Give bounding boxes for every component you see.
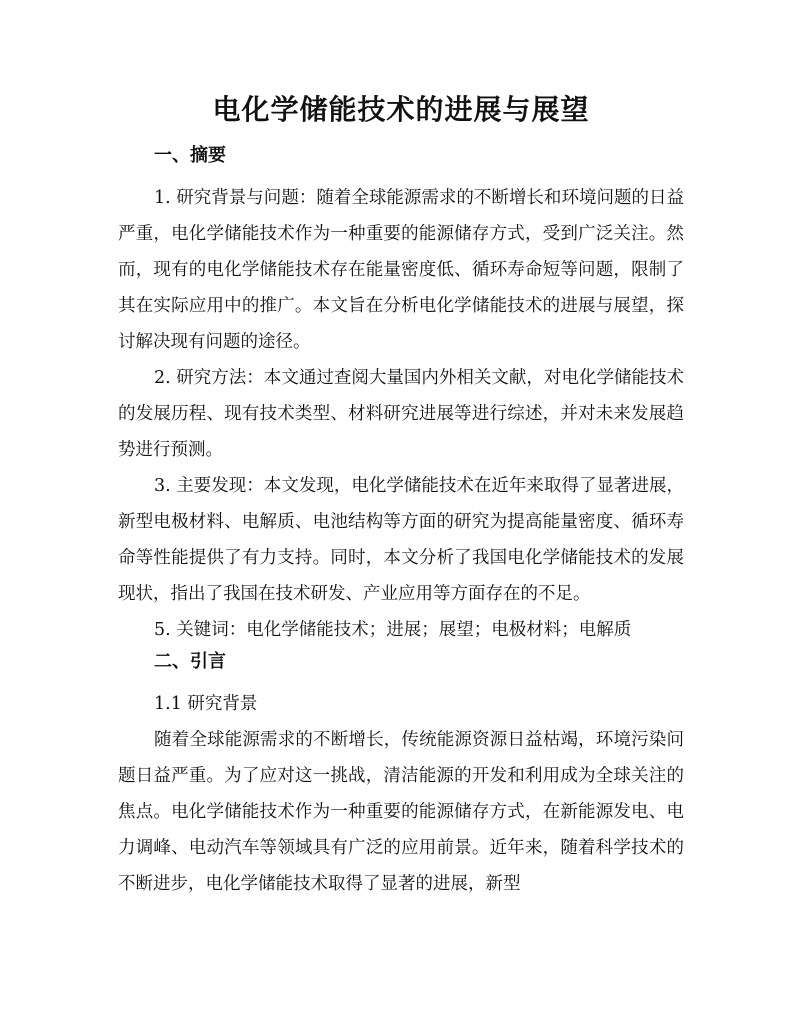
abstract-item-keywords: 5. 关键词：电化学储能技术；进展；展望；电极材料；电解质: [154, 620, 632, 640]
intro-heading: 二、引言: [154, 651, 226, 672]
abstract-item-background: 1. 研究背景与问题：随着全球能源需求的不断增长和环境问题的日益严重，电化学储能技术作为一种重要的能源储存方式，受到广泛关注。然而，现有的电化学储能技术存在能量密度低、循环寿命短等问题，限制了其在实际应用中的推广。本文旨在分析电化学储能技术的进展与展望，探讨解决现有问题的途径。: [118, 188, 684, 352]
intro-subheading: 1.1 研究背景: [154, 694, 258, 714]
abstract-heading: 一、摘要: [154, 145, 226, 166]
abstract-item-method: 2. 研究方法：本文通过查阅大量国内外相关文献，对电化学储能技术的发展历程、现有技术类型、材料研究进展等进行综述，并对未来发展趋势进行预测。: [118, 368, 684, 460]
intro-paragraph: 随着全球能源需求的不断增长，传统能源资源日益枯竭，环境污染问题日益严重。为了应对这一挑战，清洁能源的开发和利用成为全球关注的焦点。电化学储能技术作为一种重要的能源储存方式，在新能源发电、电力调峰、电动汽车等领域具有广泛的应用前景。近年来，随着科学技术的不断进步，电化学储能技术取得了显著的进展，新型: [118, 730, 684, 894]
document-page: [118, 88, 684, 902]
abstract-item-findings: 3. 主要发现：本文发现，电化学储能技术在近年来取得了显著进展，新型电极材料、电解质、电池结构等方面的研究为提高能量密度、循环寿命等性能提供了有力支持。同时，本文分析了我国电化学储能技术的发展现状，指出了我国在技术研发、产业应用等方面存在的不足。: [118, 476, 684, 604]
document-title: 电化学储能技术的进展与展望: [212, 93, 590, 126]
